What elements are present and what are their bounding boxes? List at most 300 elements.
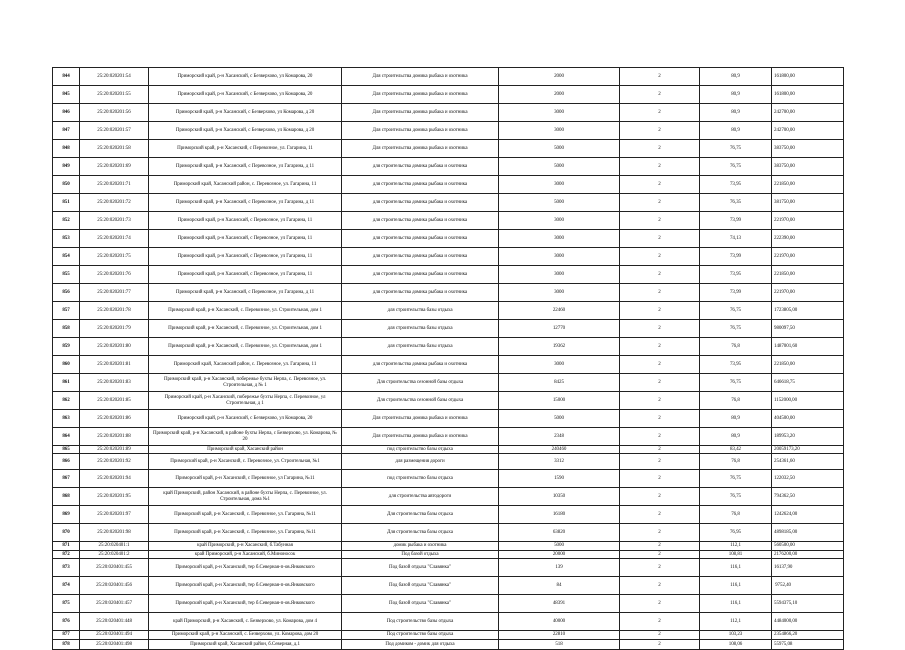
category-cell: 2 [620, 302, 700, 320]
row-number-cell: 848 [53, 140, 80, 158]
table-row [53, 194, 844, 212]
category-cell: 2 [620, 559, 700, 577]
cadastral-cost-cell: 383750,00 [772, 158, 844, 176]
address-cell: Приморский край, р-н Хасанский, тер б.Северная-п-ов.Янковского [149, 559, 342, 577]
cadastral-cost-cell: 2176200,00 [772, 551, 844, 559]
table-row [53, 392, 844, 410]
category-cell: 2 [620, 158, 700, 176]
cadastral-cost-cell: 1152000,00 [772, 392, 844, 410]
table-row [53, 176, 844, 194]
row-number-cell: 872 [53, 551, 80, 559]
permitted-use-cell: для строительства домика рыбака и охотника [342, 194, 499, 212]
category-cell: 2 [620, 284, 700, 302]
cadastral-number-cell: 25:20:020401:498 [80, 640, 149, 650]
permitted-use-cell: для строительства домика рыбака и охотника [342, 284, 499, 302]
address-cell: Приморский край, р-н Хасанский, с Перевозное, ул Гагарина, №11 [149, 470, 342, 488]
row-number-cell: 868 [53, 488, 80, 506]
cadastral-cost-cell: 16137,90 [772, 559, 844, 577]
cadastral-number-cell: 25:20:020201:75 [80, 248, 149, 266]
rate-cell: 112,1 [700, 613, 772, 631]
permitted-use-cell: Под строительство базы отдыха [342, 631, 499, 640]
address-cell: Приморский край, р-н Хасанский, с Перевозное, ул Гагарина, 11 [149, 248, 342, 266]
permitted-use-cell: Для строительства сезонной базы отдыха [342, 374, 499, 392]
cadastral-cost-cell: 55975,08 [772, 640, 844, 650]
cadastral-number-cell: 25:20:020201:56 [80, 104, 149, 122]
cadastral-cost-cell: 5594375,10 [772, 595, 844, 613]
rate-cell: 80,9 [700, 68, 772, 86]
cadastral-cost-cell: 1723805,00 [772, 302, 844, 320]
area-cell: 240460 [499, 446, 620, 454]
permitted-use-cell: Под домиком - домик для отдыха [342, 640, 499, 650]
cadastral-number-cell: 25:20:020201:69 [80, 158, 149, 176]
rate-cell: 103,23 [700, 631, 772, 640]
category-cell: 2 [620, 446, 700, 454]
table-row [53, 68, 844, 86]
permitted-use-cell: для строительства домика рыбака и охотника [342, 266, 499, 284]
table-row [53, 284, 844, 302]
rate-cell: 80,9 [700, 122, 772, 140]
row-number-cell: 859 [53, 338, 80, 356]
rate-cell: 73,99 [700, 248, 772, 266]
cadastral-number-cell: 25:20:020201:95 [80, 488, 149, 506]
cadastral-number-cell: 25:20:020201:80 [80, 338, 149, 356]
area-cell: 3000 [499, 266, 620, 284]
permitted-use-cell: под строительство базы отдыха [342, 446, 499, 454]
cadastral-number-cell: 25:20:020201:55 [80, 86, 149, 104]
cadastral-cost-cell: 254361,60 [772, 454, 844, 470]
area-cell: 84 [499, 577, 620, 595]
address-cell: Приморский край, р-н Хасанский, тер б.Северная-п-ов.Янковского [149, 595, 342, 613]
category-cell: 2 [620, 374, 700, 392]
table-row [53, 470, 844, 488]
address-cell: Приморский край, Хасанский район [149, 446, 342, 454]
rate-cell: 76,8 [700, 454, 772, 470]
row-number-cell: 851 [53, 194, 80, 212]
address-cell: Приморский край, р-н Хасанский, с. Перевозное, ул. Строительная, №1 [149, 454, 342, 470]
area-cell: 3000 [499, 248, 620, 266]
rate-cell: 76,35 [700, 194, 772, 212]
permitted-use-cell: Для строительства домика рыбака и охотника [342, 68, 499, 86]
category-cell: 2 [620, 320, 700, 338]
cadastral-cost-cell: 242700,00 [772, 104, 844, 122]
area-cell: 3000 [499, 356, 620, 374]
address-cell: Приморский край, р-н Хасанский, побережье бухты Нерпа, с. Перевозное, ул Строительная, д 1 [149, 392, 342, 410]
area-cell: 5000 [499, 194, 620, 212]
cadastral-cost-cell: 221850,00 [772, 266, 844, 284]
category-cell: 2 [620, 338, 700, 356]
cadastral-cost-cell: 646618,75 [772, 374, 844, 392]
cadastral-cost-cell: 980097,50 [772, 320, 844, 338]
category-cell: 2 [620, 122, 700, 140]
address-cell: край Приморский, р-н Хасанский, с. Безверхово, ул. Комарова, дом 4 [149, 613, 342, 631]
area-cell: 63820 [499, 524, 620, 542]
table-row [53, 577, 844, 595]
permitted-use-cell: для размещения дороги [342, 454, 499, 470]
cadastral-number-cell: 25:20:020401:448 [80, 613, 149, 631]
permitted-use-cell: Для строительства домика рыбака и охотника [342, 104, 499, 122]
permitted-use-cell: Для строительства домика рыбака и охотника [342, 410, 499, 428]
table-row [53, 559, 844, 577]
category-cell: 2 [620, 542, 700, 551]
category-cell: 2 [620, 194, 700, 212]
table-body [53, 68, 844, 650]
area-cell: 12770 [499, 320, 620, 338]
area-cell: 2348 [499, 428, 620, 446]
permitted-use-cell: для строительства автодороги [342, 488, 499, 506]
address-cell: Приморский край, р-н Хасанский, с Перевозное, ул Гагарина, д 11 [149, 158, 342, 176]
rate-cell: 80,9 [700, 104, 772, 122]
cadastral-cost-cell: 221970,00 [772, 284, 844, 302]
permitted-use-cell: для строительства базы отдыха [342, 302, 499, 320]
rate-cell: 76,8 [700, 392, 772, 410]
row-number-cell: 873 [53, 559, 80, 577]
address-cell: Приморский край, р-н Хасанский, с Перевозное, ул Гагарина, д 11 [149, 284, 342, 302]
permitted-use-cell: Для строительства домика рыбака и охотника [342, 428, 499, 446]
table-row [53, 454, 844, 470]
area-cell: 3000 [499, 176, 620, 194]
cadastral-number-cell: 25:20:020201:98 [80, 524, 149, 542]
rate-cell: 76,95 [700, 524, 772, 542]
row-number-cell: 847 [53, 122, 80, 140]
category-cell: 2 [620, 248, 700, 266]
permitted-use-cell: Под базой отдыха "Славянка" [342, 577, 499, 595]
cadastral-number-cell: 25:20:020201:81 [80, 356, 149, 374]
category-cell: 2 [620, 613, 700, 631]
rate-cell: 83,42 [700, 446, 772, 454]
category-cell: 2 [620, 595, 700, 613]
cadastral-number-cell: 25:20:020201:78 [80, 302, 149, 320]
rate-cell: 76,8 [700, 338, 772, 356]
address-cell: Приморский край, р-н Хасанский, с Безверхово, ул Комарова, 20 [149, 86, 342, 104]
row-number-cell: 854 [53, 248, 80, 266]
cadastral-number-cell: 25:20:020201:79 [80, 320, 149, 338]
area-cell: 2000 [499, 86, 620, 104]
cadastral-cost-cell: 4898185,00 [772, 524, 844, 542]
category-cell: 2 [620, 86, 700, 104]
permitted-use-cell: для строительства домика рыбака и охотника [342, 356, 499, 374]
permitted-use-cell: для строительства базы отдыха [342, 320, 499, 338]
cadastral-cost-cell: 404500,00 [772, 410, 844, 428]
cadastral-number-cell: 25:20:020401:1 [80, 542, 149, 551]
address-cell: Приморский край, р-н Хасанский, с. Перевозное, ул. Строительная, дом 1 [149, 320, 342, 338]
address-cell: Приморский край, Хасанский район, с. Перевозное, ул. Гагарина, 11 [149, 176, 342, 194]
table-row [53, 595, 844, 613]
area-cell: 3000 [499, 122, 620, 140]
permitted-use-cell: Под базой отдыха "Славянка" [342, 559, 499, 577]
row-number-cell: 863 [53, 410, 80, 428]
table-row [53, 551, 844, 559]
cadastral-cost-cell: 560500,00 [772, 542, 844, 551]
row-number-cell: 876 [53, 613, 80, 631]
cadastral-number-cell: 25:20:020201:54 [80, 68, 149, 86]
rate-cell: 73,95 [700, 356, 772, 374]
area-cell: 518 [499, 640, 620, 650]
row-number-cell: 874 [53, 577, 80, 595]
rate-cell: 116,1 [700, 559, 772, 577]
row-number-cell: 867 [53, 470, 80, 488]
table-row [53, 266, 844, 284]
rate-cell: 76,75 [700, 374, 772, 392]
category-cell: 2 [620, 230, 700, 248]
cadastral-cost-cell: 4484000,00 [772, 613, 844, 631]
rate-cell: 112,1 [700, 542, 772, 551]
category-cell: 2 [620, 212, 700, 230]
table-row [53, 122, 844, 140]
rate-cell: 73,99 [700, 212, 772, 230]
category-cell: 2 [620, 524, 700, 542]
category-cell: 2 [620, 140, 700, 158]
area-cell: 5000 [499, 140, 620, 158]
table-row [53, 356, 844, 374]
address-cell: Приморский край, р-н Хасанский, с Перевозное, ул Гагарина, д 11 [149, 194, 342, 212]
category-cell: 2 [620, 428, 700, 446]
table-row [53, 631, 844, 640]
table-row [53, 446, 844, 454]
rate-cell: 74,13 [700, 230, 772, 248]
cadastral-number-cell: 25:20:020201:88 [80, 428, 149, 446]
table-row [53, 488, 844, 506]
row-number-cell: 871 [53, 542, 80, 551]
permitted-use-cell: Для строительства домика рыбака и охотника [342, 122, 499, 140]
area-cell: 16180 [499, 506, 620, 524]
area-cell: 5000 [499, 158, 620, 176]
table-row [53, 104, 844, 122]
category-cell: 2 [620, 266, 700, 284]
table-row [53, 248, 844, 266]
category-cell: 2 [620, 551, 700, 559]
row-number-cell: 856 [53, 284, 80, 302]
table-row [53, 410, 844, 428]
rate-cell: 76,75 [700, 140, 772, 158]
address-cell: Приморский край, Хасанский район, б.Северная, д.1 [149, 640, 342, 650]
cadastral-number-cell: 25:20:020201:85 [80, 392, 149, 410]
row-number-cell: 850 [53, 176, 80, 194]
cadastral-number-cell: 25:20:020201:92 [80, 454, 149, 470]
cadastral-number-cell: 25:20:020401:2 [80, 551, 149, 559]
address-cell: Приморский край, р-н Хасанский, с. Перевозное, ул. Строительная, дом 1 [149, 338, 342, 356]
area-cell: 10350 [499, 488, 620, 506]
address-cell: Приморский край, р-н Хасанский, с Перевозное, ул Гагарина, 11 [149, 212, 342, 230]
table-row [53, 338, 844, 356]
permitted-use-cell: Под строительство базы отдыха [342, 613, 499, 631]
permitted-use-cell: Для строительства домика рыбака и охотника [342, 86, 499, 104]
address-cell: Приморский край, р-н Хасанский, с Перевозное, ул Гагарина, 11 [149, 230, 342, 248]
table-row [53, 428, 844, 446]
rate-cell: 73,95 [700, 266, 772, 284]
address-cell: край Приморский, р-н Хасанский, б.Миноносок [149, 551, 342, 559]
table-row [53, 640, 844, 650]
address-cell: Приморский край, р-н Хасанский, с Перевозное, ул. Гагарина, 11 [149, 140, 342, 158]
category-cell: 2 [620, 631, 700, 640]
permitted-use-cell: домик рыбака и охотника [342, 542, 499, 551]
area-cell: 3000 [499, 230, 620, 248]
rate-cell: 73,95 [700, 176, 772, 194]
cadastral-number-cell: 25:20:020201:77 [80, 284, 149, 302]
rate-cell: 80,9 [700, 86, 772, 104]
area-cell: 15000 [499, 392, 620, 410]
permitted-use-cell: для строительства домика рыбака и охотника [342, 176, 499, 194]
row-number-cell: 869 [53, 506, 80, 524]
address-cell: Приморский край, р-н Хасанский, с Безверхово, ул Комарова, 20 [149, 68, 342, 86]
cadastral-number-cell: 25:20:020201:74 [80, 230, 149, 248]
row-number-cell: 864 [53, 428, 80, 446]
cadastral-number-cell: 25:20:020401:494 [80, 631, 149, 640]
cadastral-number-cell: 25:20:020201:72 [80, 194, 149, 212]
address-cell: Приморский край, р-н Хасанский, с Безверхово, ул Комарова, 20 [149, 410, 342, 428]
rate-cell: 76,75 [700, 320, 772, 338]
address-cell: Приморский край, Хасанский район, с. Перевозное, ул. Гагарина, 11 [149, 356, 342, 374]
row-number-cell: 878 [53, 640, 80, 650]
row-number-cell: 853 [53, 230, 80, 248]
cadastral-number-cell: 25:20:020201:57 [80, 122, 149, 140]
cadastral-number-cell: 25:20:020201:83 [80, 374, 149, 392]
address-cell: Приморский край, р-н Хасанский, с Перевозное, ул Гагарина, 11 [149, 266, 342, 284]
row-number-cell: 852 [53, 212, 80, 230]
permitted-use-cell: Для строительства домика рыбака и охотника [342, 140, 499, 158]
cadastral-number-cell: 25:20:020201:73 [80, 212, 149, 230]
cadastral-number-cell: 25:20:020201:76 [80, 266, 149, 284]
cadastral-cost-cell: 161800,00 [772, 68, 844, 86]
address-cell: край Приморский, район Хасанский, в районе бухты Нерпа, с. Перевозное, ул. Строительная, дома №1 [149, 488, 342, 506]
address-cell: Приморский край, р-н Хасанский, с. Перевозное, ул. Строительная, дом 1 [149, 302, 342, 320]
cadastral-number-cell: 25:20:020401:455 [80, 559, 149, 577]
cadastral-cost-cell: 221970,00 [772, 212, 844, 230]
category-cell: 2 [620, 104, 700, 122]
cadastral-number-cell: 25:20:020201:94 [80, 470, 149, 488]
cadastral-cost-cell: 9752,40 [772, 577, 844, 595]
table-row [53, 524, 844, 542]
cadastral-cost-cell: 221850,00 [772, 176, 844, 194]
rate-cell: 76,75 [700, 488, 772, 506]
row-number-cell: 855 [53, 266, 80, 284]
cadastral-number-cell: 25:20:020201:97 [80, 506, 149, 524]
cadastral-cost-cell: 794362,50 [772, 488, 844, 506]
cadastral-cost-cell: 221970,00 [772, 248, 844, 266]
cadastral-number-cell: 25:20:020201:71 [80, 176, 149, 194]
table-row [53, 302, 844, 320]
cadastral-cost-cell: 161800,00 [772, 86, 844, 104]
rate-cell: 76,75 [700, 302, 772, 320]
row-number-cell: 846 [53, 104, 80, 122]
category-cell: 2 [620, 356, 700, 374]
area-cell: 8425 [499, 374, 620, 392]
rate-cell: 108,81 [700, 551, 772, 559]
category-cell: 2 [620, 176, 700, 194]
cadastral-cost-cell: 1242624,00 [772, 506, 844, 524]
rate-cell: 73,99 [700, 284, 772, 302]
permitted-use-cell: Для строительства базы отдыха [342, 506, 499, 524]
rate-cell: 116,1 [700, 595, 772, 613]
category-cell: 2 [620, 68, 700, 86]
area-cell: 3000 [499, 284, 620, 302]
cadastral-cost-cell: 381750,00 [772, 194, 844, 212]
row-number-cell: 866 [53, 454, 80, 470]
cadastral-cost-cell: 122032,50 [772, 470, 844, 488]
category-cell: 2 [620, 640, 700, 650]
rate-cell: 80,9 [700, 428, 772, 446]
area-cell: 3312 [499, 454, 620, 470]
row-number-cell: 862 [53, 392, 80, 410]
cadastral-number-cell: 25:20:020201:89 [80, 446, 149, 454]
category-cell: 2 [620, 470, 700, 488]
permitted-use-cell: Для строительства сезонной базы отдыха [342, 392, 499, 410]
address-cell: край Приморский, р-н Хасанский, б.Табунная [149, 542, 342, 551]
rate-cell: 76,8 [700, 506, 772, 524]
permitted-use-cell: под строительство базы отдыха [342, 470, 499, 488]
rate-cell: 108,06 [700, 640, 772, 650]
row-number-cell: 877 [53, 631, 80, 640]
category-cell: 2 [620, 410, 700, 428]
area-cell: 1590 [499, 470, 620, 488]
area-cell: 19362 [499, 338, 620, 356]
permitted-use-cell: Под базой отдыха "Славянка" [342, 595, 499, 613]
rate-cell: 80,9 [700, 410, 772, 428]
land-registry-table [52, 67, 844, 650]
area-cell: 5000 [499, 542, 620, 551]
row-number-cell: 870 [53, 524, 80, 542]
table-row [53, 374, 844, 392]
category-cell: 2 [620, 454, 700, 470]
area-cell: 5000 [499, 410, 620, 428]
rate-cell: 116,1 [700, 577, 772, 595]
table-row [53, 230, 844, 248]
row-number-cell: 844 [53, 68, 80, 86]
area-cell: 139 [499, 559, 620, 577]
cadastral-cost-cell: 383750,00 [772, 140, 844, 158]
permitted-use-cell: для строительства домика рыбака и охотника [342, 230, 499, 248]
row-number-cell: 875 [53, 595, 80, 613]
area-cell: 22460 [499, 302, 620, 320]
category-cell: 2 [620, 488, 700, 506]
cadastral-number-cell: 25:20:020201:58 [80, 140, 149, 158]
category-cell: 2 [620, 506, 700, 524]
address-cell: Приморский край, р-н Хасанский, с. Перевозное, ул. Гагарина, №11 [149, 506, 342, 524]
cadastral-cost-cell: 20059173,20 [772, 446, 844, 454]
permitted-use-cell: Под базой отдыха [342, 551, 499, 559]
table-row [53, 140, 844, 158]
row-number-cell: 849 [53, 158, 80, 176]
address-cell: Приморский край, р-н Хасанский, с. Безверхово, ул. Комарова, дом 20 [149, 631, 342, 640]
address-cell: Приморский край, р-н Хасанский, тер б.Северная-п-ов.Янковского [149, 577, 342, 595]
address-cell: Приморский край, р-н Хасанский, с Безверхово, ул Комарова, д 20 [149, 122, 342, 140]
address-cell: Приморский край, р-н Хасанский, с. Перевозное, ул. Гагарина, №11 [149, 524, 342, 542]
area-cell: 40000 [499, 613, 620, 631]
permitted-use-cell: для строительства домика рыбака и охотника [342, 248, 499, 266]
table-row [53, 542, 844, 551]
address-cell: Приморский край, р-н Хасанский, побережье бухты Нерпа, с. Перевозное, ул. Строительная, д № 1 [149, 374, 342, 392]
cadastral-cost-cell: 2354866,20 [772, 631, 844, 640]
rate-cell: 76,75 [700, 158, 772, 176]
area-cell: 3000 [499, 104, 620, 122]
table-row [53, 212, 844, 230]
area-cell: 2000 [499, 68, 620, 86]
cadastral-cost-cell: 1487001,60 [772, 338, 844, 356]
row-number-cell: 858 [53, 320, 80, 338]
cadastral-cost-cell: 221850,00 [772, 356, 844, 374]
cadastral-number-cell: 25:20:020401:457 [80, 595, 149, 613]
area-cell: 3000 [499, 212, 620, 230]
row-number-cell: 860 [53, 356, 80, 374]
table-row [53, 86, 844, 104]
table-row [53, 320, 844, 338]
cadastral-cost-cell: 242700,00 [772, 122, 844, 140]
address-cell: Приморский край, р-н Хасанский, с Безверхово, ул Комарова, д 20 [149, 104, 342, 122]
permitted-use-cell: для строительства домика рыбака и охотника [342, 212, 499, 230]
rate-cell: 76,75 [700, 470, 772, 488]
area-cell: 22810 [499, 631, 620, 640]
category-cell: 2 [620, 392, 700, 410]
permitted-use-cell: для строительства базы отдыха [342, 338, 499, 356]
